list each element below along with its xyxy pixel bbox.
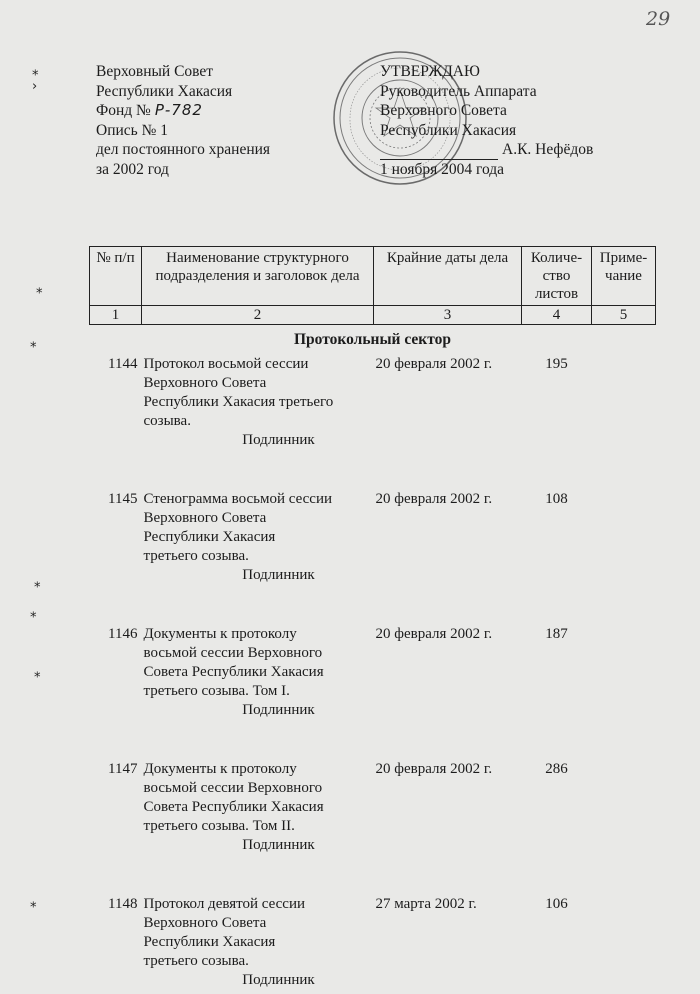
case-remarks — [592, 760, 656, 855]
title-line: третьего созыва. — [143, 548, 249, 564]
fond-line — [96, 101, 270, 121]
header-sheets: Количе-ство листов — [522, 247, 592, 306]
original-note: Подлинник — [242, 837, 315, 853]
case-dates: 27 марта 2002 г. — [375, 896, 477, 912]
table-header-row — [90, 247, 656, 306]
fond-label: Фонд № — [96, 102, 151, 119]
binding-mark: ⁎ — [30, 896, 37, 911]
page-number: 29 — [646, 8, 671, 30]
row-spacer — [90, 855, 656, 895]
title-line: Протокол восьмой сессии — [143, 356, 309, 372]
case-dates: 20 февраля 2002 г. — [375, 761, 493, 777]
header-number: № п/п — [90, 247, 142, 306]
table-row — [90, 490, 656, 585]
case-number: 1144 — [108, 356, 138, 372]
title-line: восьмой сессии Верховного — [143, 645, 323, 661]
col-index: 4 — [522, 306, 592, 325]
approval-block — [380, 62, 593, 179]
org-line-1: Верховный Совет — [96, 63, 214, 80]
case-dates: 20 февраля 2002 г. — [375, 491, 493, 507]
row-spacer — [90, 450, 656, 490]
binding-mark: ⁎ › — [32, 64, 39, 94]
col-index: 1 — [90, 306, 142, 325]
approval-title: УТВЕРЖДАЮ — [380, 63, 480, 80]
case-sheets: 108 — [545, 491, 568, 507]
binding-mark: ⁎ — [30, 606, 37, 621]
section-row — [90, 325, 656, 356]
case-sheets: 106 — [545, 896, 568, 912]
row-spacer — [90, 720, 656, 760]
approver-position-1: Руководитель Аппарата — [380, 82, 537, 100]
header-left — [96, 62, 270, 179]
case-title — [142, 355, 374, 450]
approver-position-3: Республики Хакасия — [380, 121, 517, 139]
case-remarks — [592, 490, 656, 585]
approval-date: 1 ноября 2004 года — [380, 160, 505, 178]
case-sheets: 286 — [545, 761, 568, 777]
table-row — [90, 355, 656, 450]
binding-mark: ⁎ — [34, 666, 41, 681]
table-row — [90, 895, 656, 990]
title-line: третьего созыва. Том I. — [143, 683, 290, 699]
title-line: Республики Хакасия — [143, 529, 276, 545]
case-sheets: 187 — [545, 626, 568, 642]
original-note: Подлинник — [242, 432, 315, 448]
header-title: Наименование структурного подразделения и заголовок дела — [142, 247, 374, 306]
col-index: 2 — [142, 306, 374, 325]
case-title — [142, 760, 374, 855]
title-line: Республики Хакасия третьего — [143, 394, 334, 410]
column-number-row — [90, 306, 656, 325]
table-row — [90, 625, 656, 720]
title-line: Республики Хакасия — [143, 934, 276, 950]
case-number: 1146 — [108, 626, 138, 642]
header-notes: Приме-чание — [592, 247, 656, 306]
case-dates: 20 февраля 2002 г. — [375, 626, 493, 642]
case-title — [142, 625, 374, 720]
section-title: Протокольный сектор — [293, 331, 452, 348]
title-line: Совета Республики Хакасия — [143, 664, 324, 680]
title-line: Совета Республики Хакасия — [143, 799, 324, 815]
binding-mark: ⁎ — [30, 336, 37, 351]
year-line: за 2002 год — [96, 160, 169, 178]
title-line: третьего созыва. — [143, 953, 249, 969]
title-line: Документы к протоколу — [143, 626, 297, 642]
case-title — [142, 895, 374, 990]
case-dates: 20 февраля 2002 г. — [375, 356, 493, 372]
case-remarks — [592, 355, 656, 450]
title-line: Протокол девятой сессии — [143, 896, 306, 912]
case-number: 1147 — [108, 761, 138, 777]
original-note: Подлинник — [242, 702, 315, 718]
original-note: Подлинник — [242, 972, 315, 988]
title-line: Документы к протоколу — [143, 761, 297, 777]
row-spacer — [90, 585, 656, 625]
binding-mark: ⁎ — [34, 576, 41, 591]
inventory-line: Опись № 1 — [96, 121, 169, 139]
case-remarks — [592, 625, 656, 720]
title-line: Верховного Совета — [143, 375, 267, 391]
title-line: Верховного Совета — [143, 510, 267, 526]
table-row — [90, 760, 656, 855]
original-note: Подлинник — [242, 567, 315, 583]
signatory-name: А.К. Нефёдов — [502, 141, 594, 158]
header-dates: Крайние даты дела — [374, 247, 522, 306]
title-line: созыва. — [143, 413, 191, 429]
signature-line — [380, 140, 593, 160]
binding-mark: ⁎ — [36, 282, 43, 297]
title-line: восьмой сессии Верховного — [143, 780, 323, 796]
col-index: 5 — [592, 306, 656, 325]
case-remarks — [592, 895, 656, 990]
signature-underline — [380, 147, 498, 160]
org-line-2: Республики Хакасия — [96, 82, 233, 100]
case-number: 1148 — [108, 896, 138, 912]
title-line: третьего созыва. Том II. — [143, 818, 295, 834]
inventory-table — [89, 246, 656, 990]
title-line: Стенограмма восьмой сессии — [143, 491, 333, 507]
fond-value-handwritten: Р-782 — [154, 101, 203, 119]
approver-position-2: Верховного Совета — [380, 102, 507, 119]
col-index: 3 — [374, 306, 522, 325]
case-number: 1145 — [108, 491, 138, 507]
storage-line: дел постоянного хранения — [96, 141, 271, 158]
case-sheets: 195 — [545, 356, 568, 372]
case-title — [142, 490, 374, 585]
title-line: Верховного Совета — [143, 915, 267, 931]
